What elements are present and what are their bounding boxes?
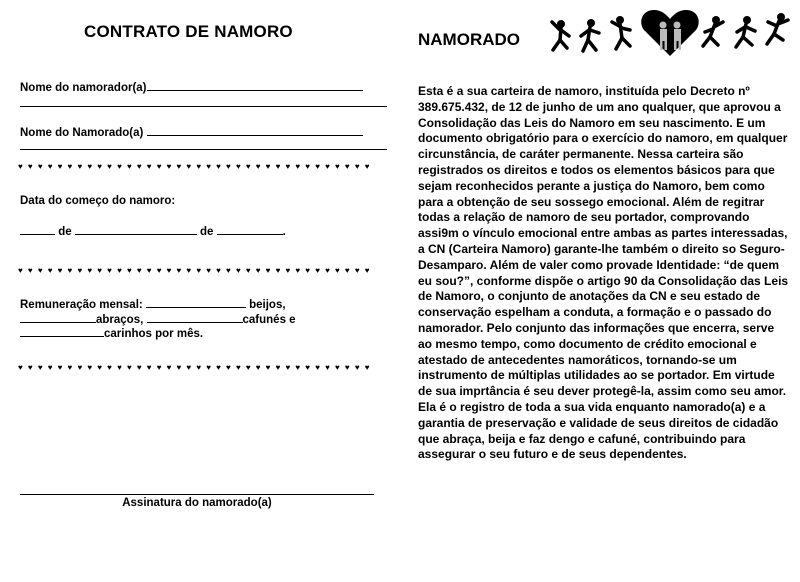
heart-icon: ♥ xyxy=(285,162,291,171)
dancing-figure-icon xyxy=(767,13,788,44)
heart-icon: ♥ xyxy=(166,363,172,372)
heart-icon: ♥ xyxy=(216,266,221,275)
heart-icon: ♥ xyxy=(285,363,291,372)
heart-icon: ♥ xyxy=(57,363,63,372)
beijos-input-line[interactable] xyxy=(146,296,246,308)
abracos-input-line[interactable] xyxy=(20,311,96,323)
heart-icon: ♥ xyxy=(354,266,360,275)
heart-icon: ♥ xyxy=(245,363,251,372)
namorado-second-line[interactable] xyxy=(20,149,387,150)
heart-divider xyxy=(18,363,370,373)
heart-divider xyxy=(18,266,370,276)
heart-icon: ♥ xyxy=(97,266,102,275)
heart-icon: ♥ xyxy=(146,266,152,275)
heart-icon: ♥ xyxy=(146,363,152,372)
signature-label: Assinatura do namorado(a) xyxy=(122,497,272,509)
heart-icon: ♥ xyxy=(206,266,211,275)
heart-icon: ♥ xyxy=(176,162,182,171)
heart-icon: ♥ xyxy=(107,363,112,372)
heart-icon: ♥ xyxy=(47,363,53,372)
heart-icon: ♥ xyxy=(265,363,271,372)
heart-icon: ♥ xyxy=(305,363,311,372)
heart-icon: ♥ xyxy=(126,266,132,275)
heart-icon: ♥ xyxy=(77,162,83,171)
heart-icon: ♥ xyxy=(87,162,93,171)
heart-icon: ♥ xyxy=(37,266,43,275)
heart-icon: ♥ xyxy=(87,363,93,372)
heart-icon: ♥ xyxy=(196,266,202,275)
heart-icon: ♥ xyxy=(186,266,192,275)
heart-icon: ♥ xyxy=(126,363,132,372)
card-title: NAMORADO xyxy=(418,30,520,49)
heart-icon: ♥ xyxy=(344,162,350,171)
heart-icon: ♥ xyxy=(315,162,320,171)
heart-icon: ♥ xyxy=(216,162,221,171)
heart-icon: ♥ xyxy=(305,266,311,275)
remuneracao-line-1 xyxy=(20,296,286,311)
heart-icon: ♥ xyxy=(186,162,192,171)
heart-icon: ♥ xyxy=(335,363,340,372)
dancing-figure-icon xyxy=(703,16,723,46)
heart-icon: ♥ xyxy=(315,363,320,372)
heart-icon: ♥ xyxy=(67,162,73,171)
heart-icon: ♥ xyxy=(117,266,122,275)
remuneracao-line-2 xyxy=(20,311,296,326)
day-input-line[interactable] xyxy=(20,223,55,235)
heart-icon: ♥ xyxy=(146,162,152,171)
remuneracao-line-3 xyxy=(20,325,203,340)
heart-icon: ♥ xyxy=(186,363,192,372)
heart-icon: ♥ xyxy=(325,363,330,372)
namorador-field xyxy=(20,79,363,94)
beijos-label: beijos, xyxy=(249,299,286,311)
heart-icon: ♥ xyxy=(255,363,261,372)
heart-icon: ♥ xyxy=(136,266,142,275)
dancing-figure-icon xyxy=(581,19,599,51)
heart-icon: ♥ xyxy=(305,162,311,171)
date-field xyxy=(20,223,286,238)
icon-strip xyxy=(550,8,795,58)
heart-icon: ♥ xyxy=(166,266,172,275)
heart-icon: ♥ xyxy=(117,363,122,372)
heart-icon: ♥ xyxy=(156,363,162,372)
heart-icon: ♥ xyxy=(47,266,53,275)
card-panel xyxy=(400,0,800,582)
cafunes-label: cafunés e xyxy=(242,314,296,326)
heart-icon: ♥ xyxy=(335,266,340,275)
year-input-line[interactable] xyxy=(217,223,283,235)
heart-icon: ♥ xyxy=(77,266,83,275)
remuneracao-label: Remuneração mensal: xyxy=(20,299,143,311)
heart-icon: ♥ xyxy=(57,266,63,275)
dancing-figure-icon xyxy=(552,20,569,50)
heart-icon: ♥ xyxy=(275,266,281,275)
heart-icon: ♥ xyxy=(57,162,63,171)
heart-icon: ♥ xyxy=(37,162,43,171)
date-label: Data do começo do namoro: xyxy=(20,195,176,207)
heart-icon: ♥ xyxy=(18,162,23,171)
heart-icon: ♥ xyxy=(344,266,350,275)
heart-icon: ♥ xyxy=(136,162,142,171)
heart-icon: ♥ xyxy=(295,162,301,171)
heart-icon: ♥ xyxy=(67,363,73,372)
cafunes-input-line[interactable] xyxy=(147,311,243,323)
heart-icon: ♥ xyxy=(285,266,291,275)
namorado-field xyxy=(20,124,363,139)
carinhos-label: carinhos por mês. xyxy=(104,328,204,340)
heart-icon: ♥ xyxy=(364,162,370,171)
heart-icon: ♥ xyxy=(226,266,231,275)
heart-icon: ♥ xyxy=(27,266,33,275)
heart-icon: ♥ xyxy=(235,162,241,171)
heart-icon: ♥ xyxy=(265,266,271,275)
heart-couple-icon xyxy=(641,10,699,56)
heart-icon: ♥ xyxy=(156,162,162,171)
heart-icon: ♥ xyxy=(117,162,122,171)
carinhos-input-line[interactable] xyxy=(20,325,104,337)
heart-icon: ♥ xyxy=(126,162,132,171)
heart-icon: ♥ xyxy=(226,363,231,372)
heart-icon: ♥ xyxy=(206,363,211,372)
heart-icon: ♥ xyxy=(275,162,281,171)
dancing-figure-icon xyxy=(612,16,630,49)
heart-icon: ♥ xyxy=(18,363,23,372)
heart-icon: ♥ xyxy=(27,363,33,372)
heart-icon: ♥ xyxy=(335,162,340,171)
namorador-input-line[interactable] xyxy=(147,79,363,91)
heart-icon: ♥ xyxy=(18,266,23,275)
card-description: Esta é a sua carteira de namoro, instituída pelo Decreto nº 389.675.432, de 12 de junho de um ano qualquer, que aprovou a Consolidação das Leis do Namoro em seu nascimento. E um documento obrigatório para o exercício do namoro, em qualquer circunstância, de caráter permanente. Nessa carteira são registrados os direitos e todos os elementos básicos para que sejam reconhecidos perante a justiça do Namoro, bem como para a obtenção de seu sossego emocional. Além de regitrar todas a relação de namoro de seu portador, comprovando assi9m o vínculo emocional entre ambas as partes interessadas, a CN (Carteira Namoro) garante-lhe também o direito so Seguro-Desamparo. Além de valer como provade Identidade: “de quem eu sou?”, conforme dispõe o artigo 90 da Consolidação das Leis de Namoro, o conjunto de anotações da CN e seu estado de conservação espelham a conduta, a formação e o passado do namorador. Pelo conjunto das informações que encerra, serve ao mesmo tempo, como documento de crédito emocional e atestado de antecedentes namoráticos, tornando-se um instrumento de múltiplas utilidades ao se portador. Em virtude de sua imprtância é seu dever protegê-la, assim como seu amor. Ela é o registro de toda a sua vida enquanto namorado(a) e a garantia de preservação e validade de seus direitos de cidadão que abraça, beija e faz dengo e cafuné, contribuindo para assegurar o seu futuro e de seus dependentes. xyxy=(418,84,789,462)
heart-icon: ♥ xyxy=(156,266,162,275)
heart-icon: ♥ xyxy=(344,363,350,372)
heart-icon: ♥ xyxy=(97,363,102,372)
heart-icon: ♥ xyxy=(176,266,182,275)
heart-icon: ♥ xyxy=(107,266,112,275)
heart-icon: ♥ xyxy=(97,162,102,171)
heart-icon: ♥ xyxy=(354,162,360,171)
heart-icon: ♥ xyxy=(364,363,370,372)
heart-icon: ♥ xyxy=(196,363,202,372)
namorado-input-line[interactable] xyxy=(147,124,363,136)
date-de-2: de xyxy=(200,226,214,238)
heart-icon: ♥ xyxy=(67,266,73,275)
heart-icon: ♥ xyxy=(265,162,271,171)
heart-icon: ♥ xyxy=(176,363,182,372)
contract-title: CONTRATO DE NAMORO xyxy=(84,22,293,41)
heart-icon: ♥ xyxy=(47,162,53,171)
heart-icon: ♥ xyxy=(255,162,261,171)
namorador-label: Nome do namorador(a) xyxy=(20,82,147,94)
heart-icon: ♥ xyxy=(107,162,112,171)
heart-icon: ♥ xyxy=(295,363,301,372)
heart-icon: ♥ xyxy=(315,266,320,275)
heart-icon: ♥ xyxy=(235,266,241,275)
heart-icon: ♥ xyxy=(235,363,241,372)
namorado-label: Nome do Namorado(a) xyxy=(20,127,144,139)
heart-icon: ♥ xyxy=(295,266,301,275)
heart-icon: ♥ xyxy=(27,162,33,171)
abracos-label: abraços, xyxy=(96,314,144,326)
heart-icon: ♥ xyxy=(206,162,211,171)
heart-icon: ♥ xyxy=(245,162,251,171)
heart-icon: ♥ xyxy=(245,266,251,275)
namorador-second-line[interactable] xyxy=(20,106,387,107)
date-period: . xyxy=(282,226,286,238)
heart-icon: ♥ xyxy=(77,363,83,372)
heart-divider xyxy=(18,162,370,172)
dancing-figure-icon xyxy=(736,16,755,47)
heart-icon: ♥ xyxy=(255,266,261,275)
heart-icon: ♥ xyxy=(325,266,330,275)
signature-line[interactable] xyxy=(20,494,374,495)
heart-icon: ♥ xyxy=(216,363,221,372)
heart-icon: ♥ xyxy=(275,363,281,372)
heart-icon: ♥ xyxy=(166,162,172,171)
heart-icon: ♥ xyxy=(364,266,370,275)
heart-icon: ♥ xyxy=(87,266,93,275)
heart-icon: ♥ xyxy=(325,162,330,171)
heart-icon: ♥ xyxy=(37,363,43,372)
heart-icon: ♥ xyxy=(354,363,360,372)
heart-icon: ♥ xyxy=(196,162,202,171)
month-input-line[interactable] xyxy=(75,223,197,235)
date-de-1: de xyxy=(58,226,72,238)
heart-icon: ♥ xyxy=(226,162,231,171)
heart-icon: ♥ xyxy=(136,363,142,372)
